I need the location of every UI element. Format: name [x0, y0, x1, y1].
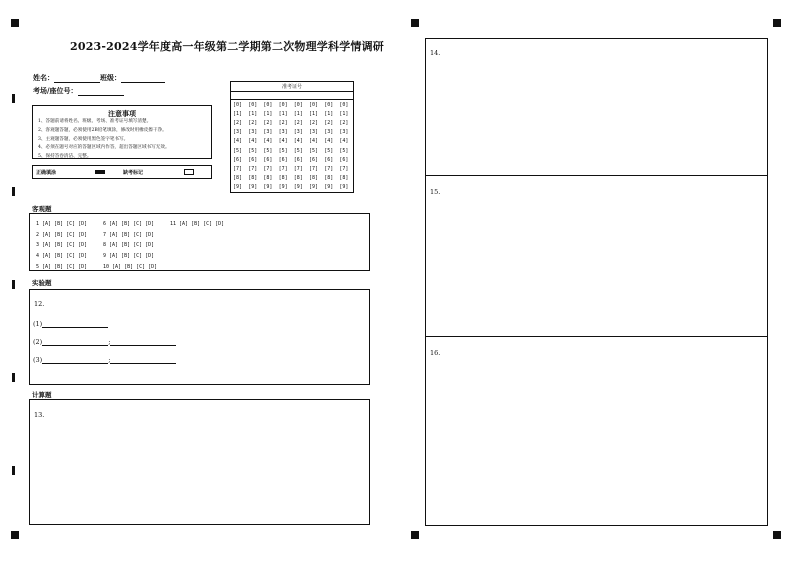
- divider: [231, 91, 353, 92]
- admission-digit-bubble[interactable]: [8]: [233, 174, 243, 181]
- admission-digit-bubble[interactable]: [5]: [339, 147, 349, 154]
- divider: [231, 99, 353, 100]
- admission-digit-bubble[interactable]: [9]: [293, 183, 303, 190]
- timing-mark: [12, 373, 15, 382]
- admission-digit-bubble[interactable]: [5]: [278, 147, 288, 154]
- admission-digit-bubble[interactable]: [0]: [278, 102, 288, 108]
- question-16-number: 16.: [430, 349, 441, 357]
- admission-digit-bubble[interactable]: [6]: [263, 156, 273, 163]
- admission-digit-bubble[interactable]: [1]: [248, 111, 258, 118]
- admission-digit-bubble[interactable]: [5]: [309, 147, 319, 154]
- q12-blank-3a-line[interactable]: [42, 356, 111, 364]
- admission-digit-bubble[interactable]: [0]: [309, 102, 319, 108]
- admission-digit-bubble[interactable]: [2]: [339, 120, 349, 127]
- question-15-number: 15.: [430, 188, 441, 196]
- admission-digit-bubble[interactable]: [7]: [233, 165, 243, 172]
- admission-digit-bubble[interactable]: [4]: [278, 138, 288, 145]
- q12-blank-2a-line[interactable]: [42, 338, 111, 346]
- mc-question-options[interactable]: 7 [A] [B] [C] [D]: [103, 231, 155, 238]
- mc-row: [36, 230, 237, 241]
- notice-item: 2、客观题答题，必须使用2B铅笔填涂，修改时用橡皮擦干净。: [38, 127, 167, 133]
- admission-digit-bubble[interactable]: [8]: [293, 174, 303, 181]
- admission-digit-bubble[interactable]: [6]: [339, 156, 349, 163]
- admission-digit-bubble[interactable]: [8]: [324, 174, 334, 181]
- admission-digit-bubble[interactable]: [3]: [339, 129, 349, 136]
- admission-digit-bubble[interactable]: [1]: [263, 111, 273, 118]
- admission-digit-bubble[interactable]: [8]: [263, 174, 273, 181]
- admission-digit-bubble[interactable]: [6]: [233, 156, 243, 163]
- notice-item: 1、答题前请将姓名、班级、考场、准考证号填写清楚。: [38, 119, 152, 124]
- admission-digit-bubble[interactable]: [5]: [233, 147, 243, 154]
- admission-digit-bubble[interactable]: [0]: [248, 102, 258, 108]
- mc-question-options[interactable]: 6 [A] [B] [C] [D]: [103, 221, 155, 227]
- admission-digit-bubble[interactable]: [3]: [233, 129, 243, 136]
- mc-question-options[interactable]: 5 [A] [B] [C] [D]: [36, 263, 88, 270]
- room-field[interactable]: [78, 88, 124, 96]
- mc-question-options[interactable]: 8 [A] [B] [C] [D]: [103, 242, 155, 249]
- q12-blank-2b-line[interactable]: [110, 338, 176, 346]
- question-14-number: 14.: [430, 49, 441, 57]
- separator: ;: [108, 356, 111, 364]
- admission-digit-bubble[interactable]: [0]: [263, 102, 273, 108]
- admission-digit-bubble[interactable]: [4]: [248, 138, 258, 145]
- admission-digit-bubble[interactable]: [9]: [233, 183, 243, 190]
- notice-title: 注意事项: [108, 109, 136, 118]
- admission-digit-bubble[interactable]: [9]: [324, 183, 334, 190]
- mc-question-options[interactable]: 4 [A] [B] [C] [D]: [36, 253, 88, 260]
- admission-digit-bubble[interactable]: [1]: [309, 111, 319, 118]
- admission-digit-bubble[interactable]: [7]: [248, 165, 258, 172]
- admission-digit-bubble[interactable]: [5]: [324, 147, 334, 154]
- admission-digit-bubble[interactable]: [6]: [248, 156, 258, 163]
- admission-digit-bubble[interactable]: [3]: [293, 129, 303, 136]
- admission-digit-bubble[interactable]: [0]: [233, 102, 243, 108]
- admission-digit-bubble[interactable]: [8]: [248, 174, 258, 181]
- admission-digit-bubble[interactable]: [3]: [324, 129, 334, 136]
- corner-mark: [411, 19, 419, 27]
- objective-section-label: 客观题: [32, 205, 52, 213]
- admission-digit-bubble[interactable]: [3]: [309, 129, 319, 136]
- admission-number-box: [230, 81, 354, 193]
- q12-blank-3b-line[interactable]: [110, 356, 176, 364]
- question-14-box[interactable]: [425, 38, 768, 176]
- question-15-box[interactable]: [425, 175, 768, 337]
- admission-digit-bubble[interactable]: [9]: [248, 183, 258, 190]
- timing-mark: [12, 466, 15, 475]
- notice-item: 3、主观题答题，必须使用黑色签字笔书写。: [38, 136, 129, 142]
- admission-digit-bubble[interactable]: [8]: [278, 174, 288, 181]
- name-class-row: [33, 73, 165, 83]
- mc-question-options[interactable]: 9 [A] [B] [C] [D]: [103, 253, 155, 260]
- admission-digit-bubble[interactable]: [6]: [278, 156, 288, 163]
- admission-digit-bubble[interactable]: [7]: [324, 165, 334, 172]
- experiment-answer-box: [29, 289, 370, 385]
- q12-blank-2: [33, 338, 176, 346]
- admission-digit-bubble[interactable]: [3]: [263, 129, 273, 136]
- question-12-number: 12.: [34, 300, 45, 308]
- admission-digit-bubble[interactable]: [2]: [278, 120, 288, 127]
- admission-digit-bubble[interactable]: [1]: [293, 111, 303, 118]
- admission-digit-bubble[interactable]: [2]: [324, 120, 334, 127]
- notice-list: [38, 118, 170, 162]
- admission-digit-bubble[interactable]: [7]: [278, 165, 288, 172]
- admission-digit-bubble[interactable]: [2]: [233, 120, 243, 127]
- admission-digit-bubble[interactable]: [0]: [293, 102, 303, 108]
- corner-mark: [773, 531, 781, 539]
- calculation-answer-box[interactable]: [29, 399, 370, 525]
- name-label: 姓名：: [33, 73, 54, 82]
- corner-mark: [411, 531, 419, 539]
- admission-digit-bubble[interactable]: [2]: [248, 120, 258, 127]
- notice-item: 4、必须在题号对应的答题区域内作答，超出答题区域书写无效。: [38, 145, 170, 151]
- multiple-choice-grid: [36, 219, 237, 272]
- admission-digit-bubble[interactable]: [4]: [263, 138, 273, 145]
- admission-digit-bubble[interactable]: [3]: [278, 129, 288, 136]
- admission-digit-bubble[interactable]: [7]: [339, 165, 349, 172]
- admission-title: 准考证号: [281, 84, 302, 90]
- mc-question-options[interactable]: 3 [A] [B] [C] [D]: [36, 242, 88, 249]
- admission-digit-bubble[interactable]: [9]: [278, 183, 288, 190]
- experiment-section-label: 实验题: [32, 279, 52, 287]
- admission-digit-bubble[interactable]: [5]: [248, 147, 258, 154]
- admission-digit-bubble[interactable]: [7]: [293, 165, 303, 172]
- timing-mark: [12, 187, 15, 196]
- admission-digit-bubble[interactable]: [9]: [263, 183, 273, 190]
- admission-digit-bubble[interactable]: [7]: [309, 165, 319, 172]
- admission-digit-bubble[interactable]: [5]: [293, 147, 303, 154]
- mc-row: [36, 219, 237, 230]
- admission-digit-bubble[interactable]: [6]: [293, 156, 303, 163]
- corner-mark: [773, 19, 781, 27]
- admission-digit-bubble[interactable]: [4]: [339, 138, 349, 145]
- mc-question-options[interactable]: 1 [A] [B] [C] [D]: [36, 221, 88, 227]
- separator: ;: [108, 338, 111, 346]
- name-field[interactable]: [54, 75, 100, 83]
- admission-digit-bubble[interactable]: [1]: [324, 111, 334, 118]
- page-title: 2023-2024学年度高一年级第二学期第二次物理学科学情调研: [70, 40, 384, 53]
- q12-blank-3: [33, 356, 176, 364]
- mc-question-options[interactable]: 10 [A] [B] [C] [D]: [103, 263, 158, 270]
- absent-mark-label: 缺考标记: [123, 170, 144, 176]
- admission-digit-bubble[interactable]: [1]: [339, 111, 349, 118]
- question-16-box[interactable]: [425, 336, 768, 526]
- mc-question-options[interactable]: 11 [A] [B] [C] [D]: [170, 221, 225, 227]
- admission-digit-bubble[interactable]: [6]: [324, 156, 334, 163]
- admission-digit-bubble[interactable]: [9]: [339, 183, 349, 190]
- mc-row: [36, 262, 237, 273]
- admission-digit-bubble[interactable]: [8]: [309, 174, 319, 181]
- admission-digit-bubble[interactable]: [2]: [293, 120, 303, 127]
- admission-digit-bubble[interactable]: [0]: [339, 102, 349, 108]
- admission-digit-bubble[interactable]: [4]: [293, 138, 303, 145]
- correct-fill-sample: [95, 170, 105, 174]
- correct-fill-label: 正确填涂: [36, 170, 57, 176]
- notice-item: 5、保持答卷清洁、完整。: [38, 154, 92, 160]
- room-label: 考场/座位号：: [33, 86, 78, 95]
- corner-mark: [11, 531, 19, 539]
- class-field[interactable]: [121, 75, 165, 83]
- q12-blank-2-label: (2): [33, 338, 43, 346]
- admission-digit-bubble[interactable]: [4]: [309, 138, 319, 145]
- legend-box: [32, 165, 212, 179]
- corner-mark: [11, 19, 19, 27]
- q12-blank-1-label: (1): [33, 320, 43, 328]
- admission-digit-bubble[interactable]: [2]: [309, 120, 319, 127]
- admission-digit-bubble[interactable]: [2]: [263, 120, 273, 127]
- timing-mark: [12, 94, 15, 103]
- admission-digit-bubble[interactable]: [1]: [278, 111, 288, 118]
- admission-digit-bubble[interactable]: [3]: [248, 129, 258, 136]
- admission-digit-bubble[interactable]: [9]: [309, 183, 319, 190]
- admission-digit-bubble[interactable]: [7]: [263, 165, 273, 172]
- timing-mark: [12, 280, 15, 289]
- absent-mark-checkbox[interactable]: [184, 169, 194, 175]
- q12-blank-1: [33, 320, 108, 328]
- admission-digit-bubble[interactable]: [5]: [263, 147, 273, 154]
- class-label: 班级：: [100, 73, 121, 82]
- room-row: [33, 86, 124, 96]
- admission-digit-bubble[interactable]: [4]: [324, 138, 334, 145]
- mc-row: [36, 240, 237, 251]
- question-13-number: 13.: [34, 411, 45, 419]
- admission-digit-bubble[interactable]: [1]: [233, 111, 243, 118]
- admission-digit-bubble[interactable]: [4]: [233, 138, 243, 145]
- calculation-section-label: 计算题: [32, 391, 52, 399]
- q12-blank-1-line[interactable]: [42, 320, 108, 328]
- admission-digit-bubble[interactable]: [8]: [339, 174, 349, 181]
- admission-digit-bubble[interactable]: [6]: [309, 156, 319, 163]
- admission-digit-bubble[interactable]: [0]: [324, 102, 334, 108]
- mc-question-options[interactable]: 2 [A] [B] [C] [D]: [36, 231, 88, 238]
- q12-blank-3-label: (3): [33, 356, 43, 364]
- mc-row: [36, 251, 237, 262]
- notice-box: [32, 105, 212, 159]
